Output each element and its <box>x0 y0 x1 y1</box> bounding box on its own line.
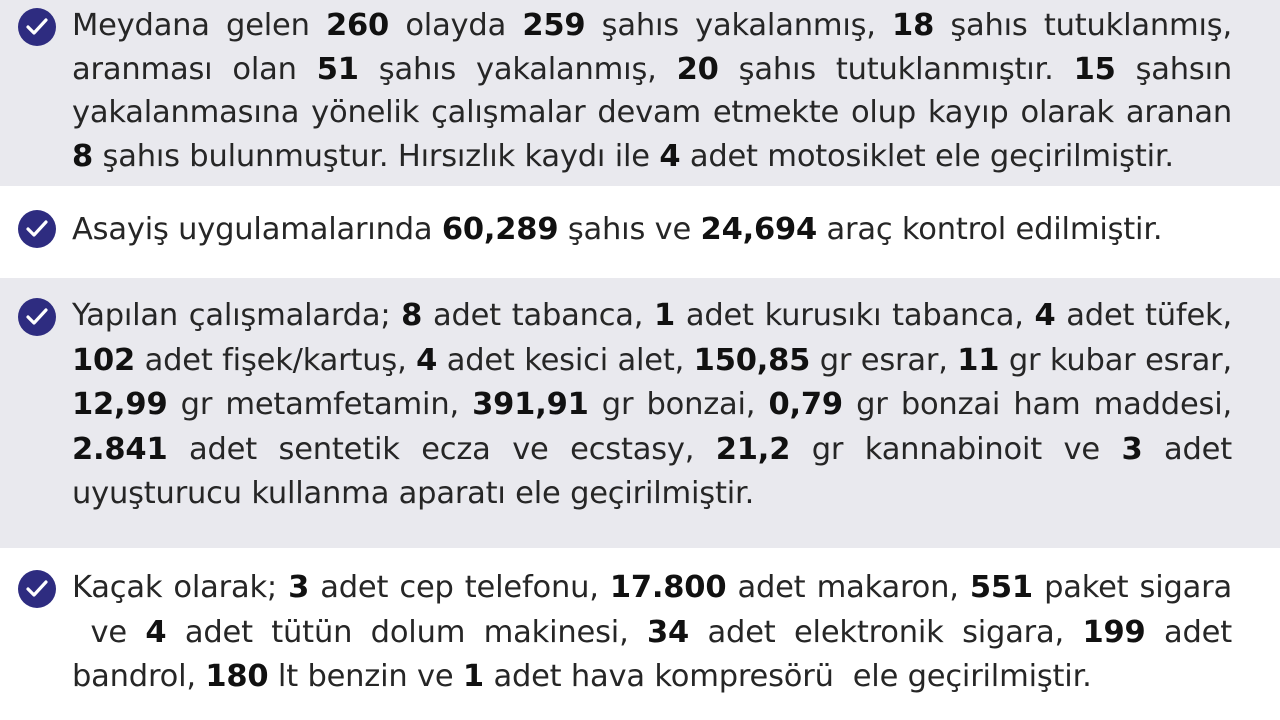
list-item <box>0 186 1280 278</box>
list-item-text: Asayiş uygulamalarında 60,289 şahıs ve 24,694 araç kontrol edilmiştir. <box>72 212 1163 247</box>
list-item <box>0 278 1280 548</box>
list-item-text: Kaçak olarak; 3 adet cep telefonu, 17.800 adet makaron, 551 paket sigara ve 4 adet tütün dolum makinesi, 34 adet elektronik sigara, 199 adet bandrol, 180 lt benzin ve 1 adet hava kompresörü ele geçirilmiştir. <box>72 570 1233 695</box>
check-circle-icon <box>18 210 56 248</box>
list-item-text: Yapılan çalışmalarda; 8 adet tabanca, 1 adet kurusıkı tabanca, 4 adet tüfek, 102 adet fişek/kartuş, 4 adet kesici alet, 150,85 gr esrar, 11 gr kubar esrar, 12,99 gr metamfetamin, 391,91 gr bonzai, 0,79 gr bonzai ham maddesi, 2.841 adet sentetik ecza ve ecstasy, 21,2 gr kannabinoit ve 3 adet uyuşturucu kullanma aparatı ele geçirilmiştir. <box>72 298 1232 512</box>
list-item <box>0 548 1280 720</box>
check-circle-icon <box>18 8 56 46</box>
list-item <box>0 0 1280 186</box>
list-item-text: Meydana gelen 260 olayda 259 şahıs yakalanmış, 18 şahıs tutuklanmış, aranması olan 51 şahıs yakalanmış, 20 şahıs tutuklanmıştır. 15 şahsın yakalanmasına yönelik çalışmalar devam etmekte olup kayıp olarak aranan 8 şahıs bulunmuştur. Hırsızlık kaydı ile 4 adet motosiklet ele geçirilmiştir. <box>72 8 1232 174</box>
check-circle-icon <box>18 298 56 336</box>
check-circle-icon <box>18 570 56 608</box>
